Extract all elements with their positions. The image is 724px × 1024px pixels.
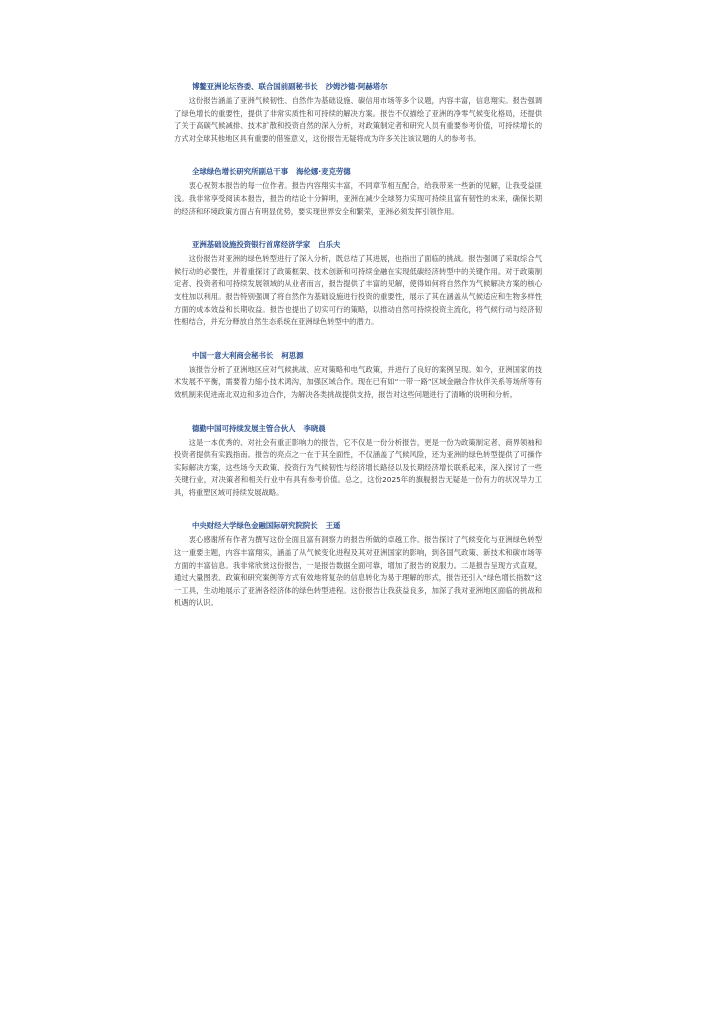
endorser-heading xyxy=(174,167,542,177)
endorsement-text: 这份报告对亚洲的绿色转型进行了深入分析，既总结了其进展，也指出了面临的挑战。报告强调了采取综合气候行动的必要性，并着重探讨了政策框架、技术创新和可持续金融在实现低碳经济转型中的关键作用。对于政策制定者、投资者和可持续发展领域的从业者而言，报告提供了丰富的见解，使得如何将自然作为气候解决方案的核心支柱加以利用。报告特别强调了将自然作为基础设施进行投资的重要性，展示了其在涵盖从气候适应和生物多样性方面的成本效益和长期收益。报告也提出了切实可行的策略，以推动自然可持续投资主流化，将气候行动与经济韧性相结合，并充分释放自然生态系统在亚洲绿色转型中的潜力。 xyxy=(174,254,542,327)
endorsement-text: 该报告分析了亚洲地区应对气候挑战、应对策略和电气政策，并进行了良好的案例呈现。如今，亚洲国家的技术发展不平衡，需要着力缩小技术鸿沟，加强区域合作。现在已有如“一带一路”区域金融合作伙伴关系等场所等有效机制来促进南北双边和多边合作，为解决各类挑战提供支持，报告对这些问题进行了清晰的说明和分析。 xyxy=(174,364,542,399)
endorsement-entry xyxy=(174,351,542,402)
endorser-title: 中央财经大学绿色金融国际研究院院长 xyxy=(192,521,318,531)
endorser-heading xyxy=(174,521,542,531)
endorser-title: 博鳌亚洲论坛咨委、联合国前副秘书长 xyxy=(192,82,318,91)
endorser-heading xyxy=(174,240,542,250)
endorser-name: 沙姆沙德·阿赫塔尔 xyxy=(325,82,388,91)
endorser-heading xyxy=(174,424,542,434)
endorsement-text: 这份报告涵盖了亚洲气候韧性、自然作为基础设施、碳信用市场等多个议题，内容丰富，信息翔实。报告强调了绿色增长的重要性，提供了非常实质性和可持续的解决方案。报告不仅描绘了亚洲的净零气候变化格局，还提供了关于高碳气候减排、技术扩散和投资自然的深入分析，对政策制定者和研究人员有重要参考价值，可持续增长的方式对全球其他地区具有重要的借鉴意义，这份报告无疑将成为许多关注该议题的人的参考书。 xyxy=(174,96,542,143)
endorser-title: 德勤中国可持续发展主管合伙人 xyxy=(192,423,296,433)
endorser-title: 亚洲基础设施投资银行首席经济学家 xyxy=(192,240,311,250)
endorsements-section xyxy=(174,82,542,632)
endorser-title: 中国一意大利商会秘书长 xyxy=(192,350,274,360)
endorsement-text: 衷心祝贺本报告的每一位作者。报告内容翔实丰富，不同章节相互配合，给我带来一些新的见解，让我受益匪浅。我非常享受阅读本报告，报告的结论十分鲜明，亚洲在减少全球努力实现可持续且富有韧性的未来，确保长期的经济和环境政策方面占有明显优势，要实现世界安全和繁荣，亚洲必须发挥引领作用。 xyxy=(174,181,542,216)
endorsement-text: 这是一本优秀的、对社会有重正影响力的报告，它不仅是一份分析报告，更是一份为政策制定者、商界领袖和投资者提供有实践指南。报告的亮点之一在于其全面性，不仅涵盖了气候风险，还为亚洲的绿色转型提供了可操作实际解决方案，这些场今天政策、投资行为气候韧性与经济增长路径以及长期经济增长联系起来，深入探讨了一些关键行业，对决策者和相关行业中有具有参考价值。总之，这份2025年的旗舰报告无疑是一份有力的状况导力工具，将重塑区域可持续发展战略。 xyxy=(174,437,542,497)
endorsement-entry xyxy=(174,167,542,218)
endorsement-entry xyxy=(174,521,542,610)
endorser-name: 柯思源 xyxy=(281,350,304,360)
endorser-heading xyxy=(174,82,542,92)
endorser-heading xyxy=(174,351,542,361)
endorser-name: 李晓晨 xyxy=(303,423,326,433)
endorser-title: 全球绿色增长研究所副总干事 xyxy=(192,167,289,177)
endorser-name: 王遥 xyxy=(325,521,341,531)
endorsement-entry xyxy=(174,82,542,145)
endorsement-entry xyxy=(174,240,542,329)
endorser-name: 海伦娜·麦克劳德 xyxy=(296,167,351,177)
endorser-name: 白乐夫 xyxy=(318,240,341,250)
endorsement-entry xyxy=(174,424,542,500)
endorsement-text: 衷心感谢所有作者为撰写这份全面且富有洞察力的报告所做的卓越工作。报告探讨了气候变化与亚洲绿色转型这一重要主题，内容丰富翔实，涵盖了从气候变化进程及其对亚洲国家的影响，到各国气政策、新技术和碳市场等方面的丰富信息。我非常欣赏这份报告，一是报告数据全面可靠，增加了报告的说服力。二是报告呈现方式直观，通过大量图表、政策和研究案例等方式有效地将复杂的信息转化为易于理解的形式，报告还引入“绿色增长指数”这一工具，生动地展示了亚洲各经济体的绿色转型进程。这份报告让我获益良多，加深了我对亚洲地区面临的挑战和机遇的认识。 xyxy=(174,535,542,608)
